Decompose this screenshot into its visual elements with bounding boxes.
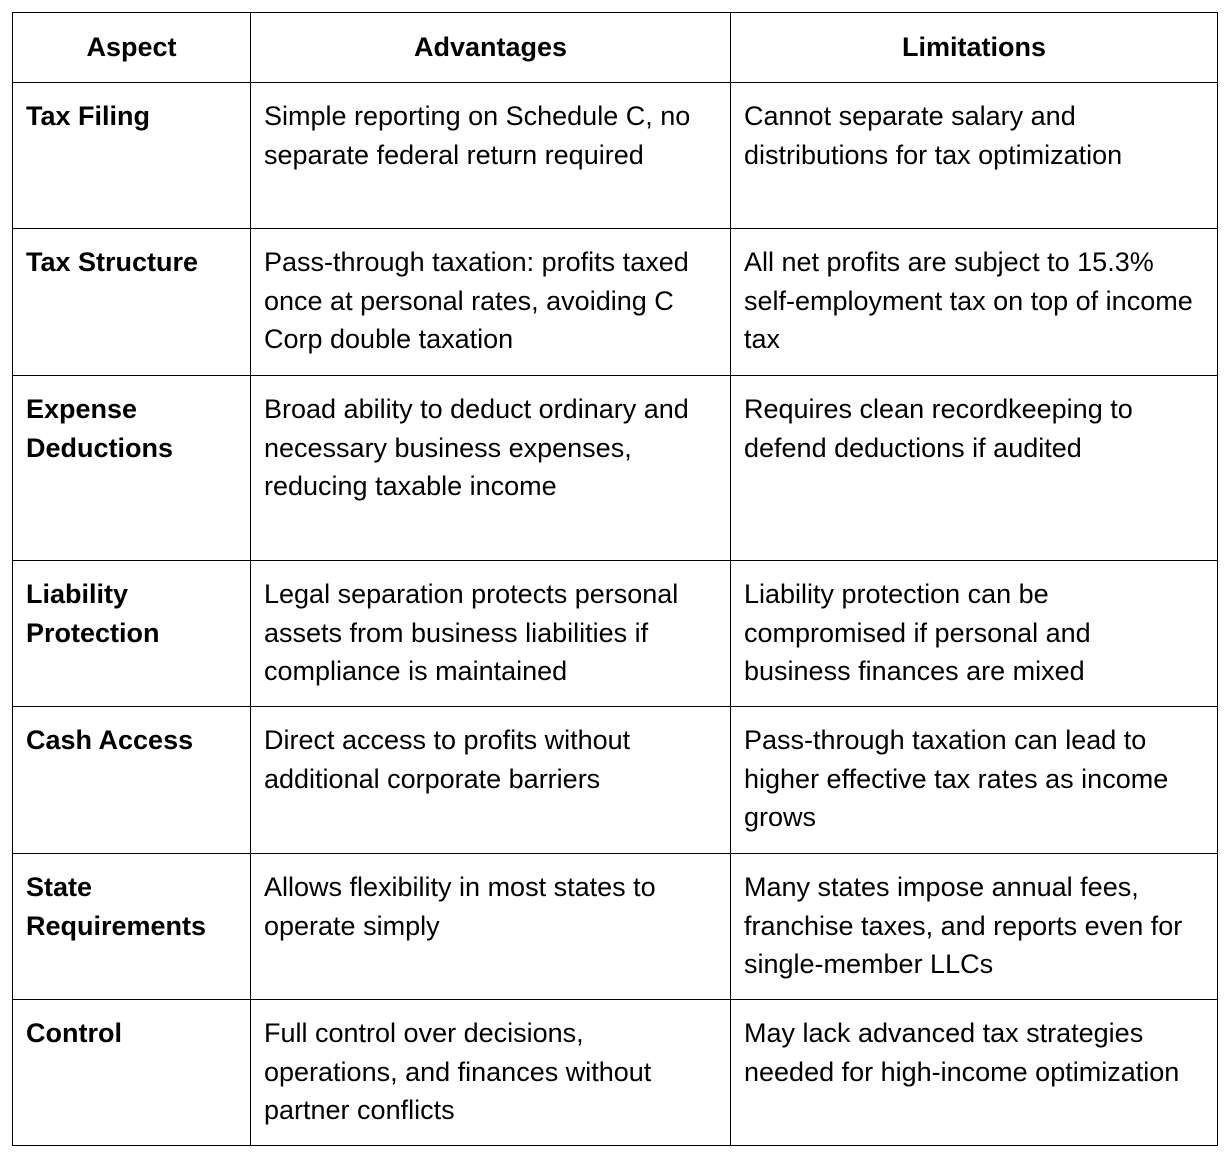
aspect-cell: Tax Structure <box>13 229 251 376</box>
aspect-cell: Control <box>13 1000 251 1146</box>
table-row <box>13 1000 1218 1146</box>
aspect-cell: Tax Filing <box>13 83 251 229</box>
header-row <box>13 13 1218 83</box>
limitations-cell: All net profits are subject to 15.3% self-employment tax on top of income tax <box>731 229 1218 376</box>
limitations-cell: Pass-through taxation can lead to higher effective tax rates as income grows <box>731 707 1218 854</box>
table-row <box>13 707 1218 854</box>
limitations-cell: Requires clean recordkeeping to defend deductions if audited <box>731 376 1218 561</box>
aspect-cell: Cash Access <box>13 707 251 854</box>
advantages-cell: Pass-through taxation: profits taxed once at personal rates, avoiding C Corp double taxation <box>251 229 731 376</box>
advantages-cell: Direct access to profits without additional corporate barriers <box>251 707 731 854</box>
advantages-cell: Legal separation protects personal assets from business liabilities if compliance is maintained <box>251 561 731 707</box>
advantages-cell: Simple reporting on Schedule C, no separate federal return required <box>251 83 731 229</box>
advantages-cell: Broad ability to deduct ordinary and necessary business expenses, reducing taxable income <box>251 376 731 561</box>
header-limitations: Limitations <box>731 13 1218 83</box>
aspect-cell: Expense Deductions <box>13 376 251 561</box>
aspect-cell: State Requirements <box>13 854 251 1000</box>
table-row <box>13 854 1218 1000</box>
limitations-cell: Liability protection can be compromised if personal and business finances are mixed <box>731 561 1218 707</box>
table-row <box>13 376 1218 561</box>
table-row <box>13 83 1218 229</box>
comparison-table <box>12 12 1218 1146</box>
table-row <box>13 561 1218 707</box>
advantages-cell: Full control over decisions, operations, and finances without partner conflicts <box>251 1000 731 1146</box>
aspect-cell: Liability Protection <box>13 561 251 707</box>
table-row <box>13 229 1218 376</box>
limitations-cell: Many states impose annual fees, franchise taxes, and reports even for single-member LLCs <box>731 854 1218 1000</box>
limitations-cell: Cannot separate salary and distributions for tax optimization <box>731 83 1218 229</box>
limitations-cell: May lack advanced tax strategies needed for high-income optimization <box>731 1000 1218 1146</box>
header-advantages: Advantages <box>251 13 731 83</box>
advantages-cell: Allows flexibility in most states to operate simply <box>251 854 731 1000</box>
header-aspect: Aspect <box>13 13 251 83</box>
